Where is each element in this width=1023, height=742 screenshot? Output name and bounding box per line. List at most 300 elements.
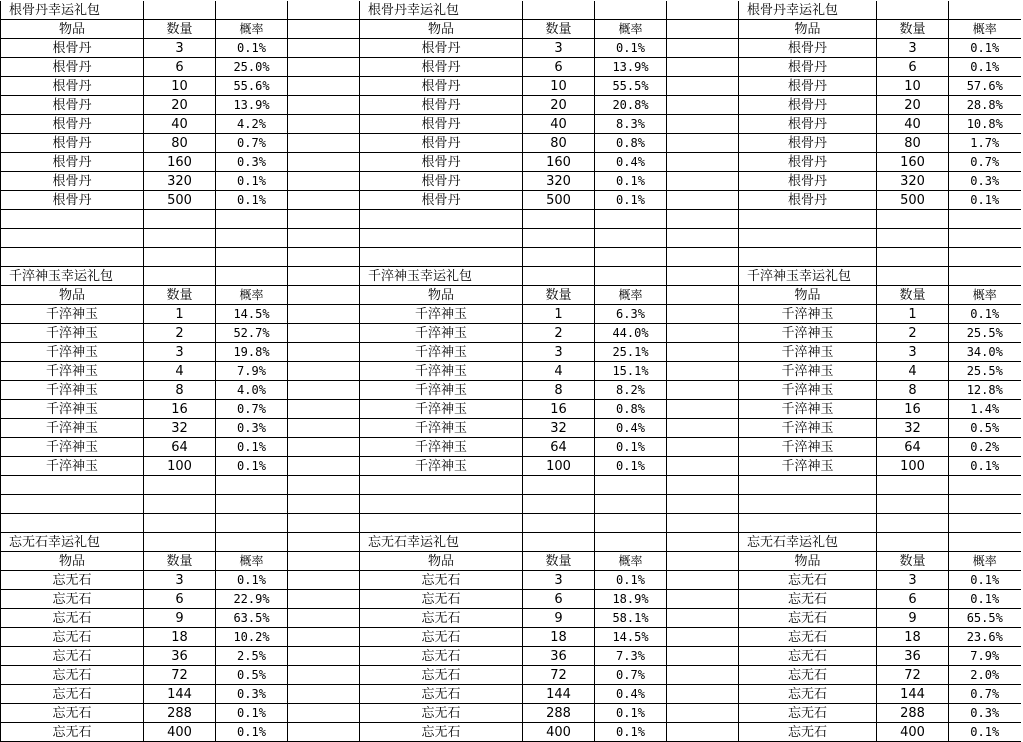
rate-cell: 0.1% xyxy=(216,172,288,191)
item-cell: 千淬神玉 xyxy=(1,324,144,343)
block-title-row xyxy=(360,267,739,286)
empty-cell xyxy=(949,229,1021,248)
rate-cell: 0.7% xyxy=(595,666,667,685)
table-row xyxy=(739,647,1021,666)
table-row xyxy=(360,324,739,343)
column-header-qty: 数量 xyxy=(144,286,216,305)
column-header-item: 物品 xyxy=(1,20,144,39)
qty-cell: 3 xyxy=(877,343,949,362)
table-row xyxy=(360,191,739,210)
table-row xyxy=(1,172,360,191)
item-cell: 根骨丹 xyxy=(739,115,877,134)
spacer-row xyxy=(739,229,1021,248)
rate-cell: 1.4% xyxy=(949,400,1021,419)
empty-cell xyxy=(360,514,523,533)
empty-cell xyxy=(667,20,739,39)
item-cell: 千淬神玉 xyxy=(739,457,877,476)
qty-cell: 40 xyxy=(877,115,949,134)
rate-cell: 0.5% xyxy=(216,666,288,685)
block-title: 千淬神玉幸运礼包 xyxy=(739,267,877,286)
empty-cell xyxy=(288,134,360,153)
empty-cell xyxy=(877,533,949,552)
rate-cell: 0.1% xyxy=(949,723,1021,742)
rate-cell: 0.1% xyxy=(216,438,288,457)
empty-cell xyxy=(667,381,739,400)
empty-cell xyxy=(877,267,949,286)
table-row xyxy=(360,172,739,191)
rate-cell: 0.1% xyxy=(949,590,1021,609)
empty-cell xyxy=(667,58,739,77)
rate-cell: 0.3% xyxy=(949,172,1021,191)
qty-cell: 4 xyxy=(144,362,216,381)
empty-cell xyxy=(1,514,144,533)
item-cell: 千淬神玉 xyxy=(1,305,144,324)
qty-cell: 288 xyxy=(877,704,949,723)
rate-cell: 0.7% xyxy=(949,685,1021,704)
qty-cell: 160 xyxy=(523,153,595,172)
rate-cell: 7.3% xyxy=(595,647,667,666)
rate-cell: 0.1% xyxy=(216,704,288,723)
table-row xyxy=(360,419,739,438)
item-cell: 根骨丹 xyxy=(360,191,523,210)
qty-cell: 320 xyxy=(523,172,595,191)
header-row xyxy=(1,286,360,305)
qty-cell: 400 xyxy=(523,723,595,742)
empty-cell xyxy=(288,457,360,476)
table-row xyxy=(1,457,360,476)
empty-cell xyxy=(288,1,360,20)
empty-cell xyxy=(288,286,360,305)
qty-cell: 36 xyxy=(877,647,949,666)
rate-cell: 34.0% xyxy=(949,343,1021,362)
spacer-row xyxy=(360,514,739,533)
spacer-row xyxy=(1,210,360,229)
block-title: 忘无石幸运礼包 xyxy=(739,533,877,552)
rate-cell: 14.5% xyxy=(216,305,288,324)
empty-cell xyxy=(288,172,360,191)
empty-cell xyxy=(595,495,667,514)
qty-cell: 64 xyxy=(523,438,595,457)
empty-cell xyxy=(288,58,360,77)
table-row xyxy=(739,172,1021,191)
rate-cell: 0.1% xyxy=(216,39,288,58)
item-cell: 根骨丹 xyxy=(739,191,877,210)
item-cell: 根骨丹 xyxy=(739,172,877,191)
empty-cell xyxy=(144,1,216,20)
empty-cell xyxy=(144,248,216,267)
qty-cell: 288 xyxy=(144,704,216,723)
empty-cell xyxy=(523,495,595,514)
table-row xyxy=(1,77,360,96)
table-row xyxy=(360,115,739,134)
rate-cell: 25.1% xyxy=(595,343,667,362)
empty-cell xyxy=(1,248,144,267)
table-row xyxy=(739,438,1021,457)
item-cell: 根骨丹 xyxy=(1,58,144,77)
empty-cell xyxy=(216,533,288,552)
empty-cell xyxy=(144,533,216,552)
table-row xyxy=(360,134,739,153)
qty-cell: 3 xyxy=(523,571,595,590)
rate-cell: 0.1% xyxy=(595,457,667,476)
odds-panel-2 xyxy=(359,1,739,742)
spacer-row xyxy=(1,248,360,267)
empty-cell xyxy=(288,400,360,419)
column-header-item: 物品 xyxy=(739,286,877,305)
empty-cell xyxy=(949,476,1021,495)
qty-cell: 32 xyxy=(523,419,595,438)
empty-cell xyxy=(667,39,739,58)
qty-cell: 18 xyxy=(144,628,216,647)
empty-cell xyxy=(523,533,595,552)
empty-cell xyxy=(667,1,739,20)
header-row xyxy=(360,286,739,305)
empty-cell xyxy=(288,571,360,590)
empty-cell xyxy=(667,134,739,153)
qty-cell: 144 xyxy=(523,685,595,704)
empty-cell xyxy=(216,495,288,514)
table-row xyxy=(1,723,360,742)
empty-cell xyxy=(949,267,1021,286)
rate-cell: 55.6% xyxy=(216,77,288,96)
empty-cell xyxy=(595,248,667,267)
block-title: 根骨丹幸运礼包 xyxy=(739,1,877,20)
empty-cell xyxy=(667,666,739,685)
table-row xyxy=(739,96,1021,115)
empty-cell xyxy=(667,438,739,457)
item-cell: 根骨丹 xyxy=(739,39,877,58)
rate-cell: 0.4% xyxy=(595,419,667,438)
empty-cell xyxy=(739,495,877,514)
table-row xyxy=(1,362,360,381)
table-row xyxy=(360,381,739,400)
qty-cell: 100 xyxy=(523,457,595,476)
qty-cell: 1 xyxy=(144,305,216,324)
qty-cell: 4 xyxy=(523,362,595,381)
empty-cell xyxy=(288,96,360,115)
qty-cell: 100 xyxy=(877,457,949,476)
table-row xyxy=(739,685,1021,704)
empty-cell xyxy=(360,495,523,514)
column-header-rate: 概率 xyxy=(949,20,1021,39)
empty-cell xyxy=(216,1,288,20)
table-row xyxy=(1,343,360,362)
table-row xyxy=(739,628,1021,647)
qty-cell: 400 xyxy=(877,723,949,742)
empty-cell xyxy=(739,476,877,495)
rate-cell: 63.5% xyxy=(216,609,288,628)
qty-cell: 36 xyxy=(523,647,595,666)
empty-cell xyxy=(667,685,739,704)
empty-cell xyxy=(288,590,360,609)
rate-cell: 10.2% xyxy=(216,628,288,647)
column-header-rate: 概率 xyxy=(216,286,288,305)
empty-cell xyxy=(288,495,360,514)
empty-cell xyxy=(667,172,739,191)
spacer-row xyxy=(739,514,1021,533)
rate-cell: 0.1% xyxy=(216,723,288,742)
empty-cell xyxy=(877,1,949,20)
column-header-qty: 数量 xyxy=(877,286,949,305)
item-cell: 忘无石 xyxy=(360,609,523,628)
table-row xyxy=(739,58,1021,77)
empty-cell xyxy=(288,191,360,210)
spacer-row xyxy=(739,210,1021,229)
qty-cell: 1 xyxy=(877,305,949,324)
item-cell: 根骨丹 xyxy=(360,115,523,134)
qty-cell: 20 xyxy=(877,96,949,115)
block-title-row xyxy=(360,533,739,552)
table-row xyxy=(739,419,1021,438)
qty-cell: 6 xyxy=(523,58,595,77)
item-cell: 千淬神玉 xyxy=(360,343,523,362)
item-cell: 忘无石 xyxy=(360,704,523,723)
table-row xyxy=(739,362,1021,381)
item-cell: 根骨丹 xyxy=(739,134,877,153)
rate-cell: 13.9% xyxy=(595,58,667,77)
column-header-rate: 概率 xyxy=(216,20,288,39)
empty-cell xyxy=(667,476,739,495)
rate-cell: 23.6% xyxy=(949,628,1021,647)
item-cell: 忘无石 xyxy=(1,647,144,666)
block-title: 忘无石幸运礼包 xyxy=(360,533,523,552)
qty-cell: 3 xyxy=(144,343,216,362)
rate-cell: 8.3% xyxy=(595,115,667,134)
empty-cell xyxy=(288,39,360,58)
empty-cell xyxy=(667,343,739,362)
qty-cell: 32 xyxy=(877,419,949,438)
table-row xyxy=(1,438,360,457)
item-cell: 忘无石 xyxy=(360,571,523,590)
rate-cell: 7.9% xyxy=(949,647,1021,666)
table-row xyxy=(739,590,1021,609)
rate-cell: 0.1% xyxy=(595,172,667,191)
empty-cell xyxy=(739,210,877,229)
empty-cell xyxy=(1,229,144,248)
rate-cell: 1.7% xyxy=(949,134,1021,153)
table-row xyxy=(360,153,739,172)
column-header-qty: 数量 xyxy=(144,20,216,39)
rate-cell: 28.8% xyxy=(949,96,1021,115)
qty-cell: 400 xyxy=(144,723,216,742)
qty-cell: 8 xyxy=(523,381,595,400)
qty-cell: 6 xyxy=(144,58,216,77)
rate-cell: 0.8% xyxy=(595,134,667,153)
empty-cell xyxy=(1,210,144,229)
item-cell: 千淬神玉 xyxy=(1,438,144,457)
qty-cell: 2 xyxy=(877,324,949,343)
rate-cell: 25.5% xyxy=(949,324,1021,343)
column-header-item: 物品 xyxy=(360,552,523,571)
rate-cell: 12.8% xyxy=(949,381,1021,400)
header-row xyxy=(1,20,360,39)
rate-cell: 0.4% xyxy=(595,685,667,704)
item-cell: 千淬神玉 xyxy=(739,305,877,324)
item-cell: 根骨丹 xyxy=(360,58,523,77)
qty-cell: 32 xyxy=(144,419,216,438)
item-cell: 千淬神玉 xyxy=(739,381,877,400)
empty-cell xyxy=(739,514,877,533)
table-row xyxy=(1,400,360,419)
rate-cell: 0.3% xyxy=(216,153,288,172)
item-cell: 忘无石 xyxy=(739,723,877,742)
item-cell: 忘无石 xyxy=(739,685,877,704)
empty-cell xyxy=(667,419,739,438)
rate-cell: 0.1% xyxy=(949,571,1021,590)
item-cell: 千淬神玉 xyxy=(360,419,523,438)
item-cell: 根骨丹 xyxy=(360,134,523,153)
rate-cell: 0.1% xyxy=(949,457,1021,476)
table-row xyxy=(739,400,1021,419)
table-row xyxy=(739,343,1021,362)
block-title-row xyxy=(739,1,1021,20)
table-row xyxy=(739,381,1021,400)
rate-cell: 25.0% xyxy=(216,58,288,77)
qty-cell: 6 xyxy=(877,58,949,77)
empty-cell xyxy=(949,1,1021,20)
item-cell: 根骨丹 xyxy=(360,153,523,172)
table-row xyxy=(739,191,1021,210)
item-cell: 千淬神玉 xyxy=(1,362,144,381)
rate-cell: 0.8% xyxy=(595,400,667,419)
item-cell: 忘无石 xyxy=(360,628,523,647)
empty-cell xyxy=(144,476,216,495)
rate-cell: 0.2% xyxy=(949,438,1021,457)
rate-cell: 10.8% xyxy=(949,115,1021,134)
empty-cell xyxy=(949,248,1021,267)
table-row xyxy=(1,96,360,115)
table-row xyxy=(360,628,739,647)
empty-cell xyxy=(216,248,288,267)
empty-cell xyxy=(360,476,523,495)
empty-cell xyxy=(288,229,360,248)
empty-cell xyxy=(288,438,360,457)
empty-cell xyxy=(1,495,144,514)
table-row xyxy=(1,58,360,77)
empty-cell xyxy=(288,666,360,685)
item-cell: 根骨丹 xyxy=(1,96,144,115)
item-cell: 千淬神玉 xyxy=(739,419,877,438)
table-row xyxy=(360,400,739,419)
qty-cell: 16 xyxy=(144,400,216,419)
column-header-item: 物品 xyxy=(360,20,523,39)
empty-cell xyxy=(667,267,739,286)
rate-cell: 0.1% xyxy=(949,305,1021,324)
empty-cell xyxy=(144,210,216,229)
empty-cell xyxy=(667,704,739,723)
table-row xyxy=(360,704,739,723)
item-cell: 千淬神玉 xyxy=(360,305,523,324)
panel-body xyxy=(360,1,739,742)
item-cell: 根骨丹 xyxy=(360,96,523,115)
table-row xyxy=(1,628,360,647)
empty-cell xyxy=(523,248,595,267)
item-cell: 根骨丹 xyxy=(360,77,523,96)
empty-cell xyxy=(360,210,523,229)
rate-cell: 13.9% xyxy=(216,96,288,115)
table-row xyxy=(739,457,1021,476)
qty-cell: 3 xyxy=(877,571,949,590)
rate-cell: 0.1% xyxy=(949,58,1021,77)
table-row xyxy=(1,609,360,628)
column-header-item: 物品 xyxy=(360,286,523,305)
qty-cell: 160 xyxy=(877,153,949,172)
empty-cell xyxy=(667,115,739,134)
item-cell: 忘无石 xyxy=(1,571,144,590)
rate-cell: 18.9% xyxy=(595,590,667,609)
empty-cell xyxy=(216,514,288,533)
item-cell: 忘无石 xyxy=(739,590,877,609)
item-cell: 千淬神玉 xyxy=(1,419,144,438)
table-row xyxy=(739,77,1021,96)
empty-cell xyxy=(360,229,523,248)
qty-cell: 16 xyxy=(877,400,949,419)
column-header-rate: 概率 xyxy=(595,286,667,305)
empty-cell xyxy=(667,647,739,666)
rate-cell: 0.3% xyxy=(949,704,1021,723)
item-cell: 根骨丹 xyxy=(1,172,144,191)
panel-body xyxy=(1,1,360,742)
item-cell: 根骨丹 xyxy=(739,77,877,96)
empty-cell xyxy=(144,495,216,514)
table-row xyxy=(360,571,739,590)
qty-cell: 16 xyxy=(523,400,595,419)
item-cell: 根骨丹 xyxy=(1,153,144,172)
column-header-item: 物品 xyxy=(1,552,144,571)
item-cell: 忘无石 xyxy=(739,609,877,628)
empty-cell xyxy=(288,115,360,134)
item-cell: 根骨丹 xyxy=(360,172,523,191)
table-row xyxy=(1,134,360,153)
table-row xyxy=(360,96,739,115)
column-header-qty: 数量 xyxy=(523,552,595,571)
empty-cell xyxy=(595,267,667,286)
item-cell: 千淬神玉 xyxy=(739,438,877,457)
spacer-row xyxy=(1,514,360,533)
qty-cell: 72 xyxy=(144,666,216,685)
qty-cell: 80 xyxy=(877,134,949,153)
empty-cell xyxy=(667,552,739,571)
table-row xyxy=(739,571,1021,590)
item-cell: 忘无石 xyxy=(739,647,877,666)
empty-cell xyxy=(667,723,739,742)
qty-cell: 100 xyxy=(144,457,216,476)
item-cell: 根骨丹 xyxy=(739,58,877,77)
column-header-qty: 数量 xyxy=(523,20,595,39)
column-header-qty: 数量 xyxy=(144,552,216,571)
item-cell: 忘无石 xyxy=(1,666,144,685)
item-cell: 忘无石 xyxy=(1,704,144,723)
column-header-item: 物品 xyxy=(739,20,877,39)
qty-cell: 6 xyxy=(877,590,949,609)
column-header-qty: 数量 xyxy=(877,20,949,39)
rate-cell: 0.1% xyxy=(595,191,667,210)
empty-cell xyxy=(288,552,360,571)
table-row xyxy=(1,115,360,134)
rate-cell: 55.5% xyxy=(595,77,667,96)
table-row xyxy=(360,305,739,324)
item-cell: 根骨丹 xyxy=(1,134,144,153)
qty-cell: 160 xyxy=(144,153,216,172)
table-row xyxy=(1,571,360,590)
table-row xyxy=(360,457,739,476)
header-row xyxy=(1,552,360,571)
qty-cell: 36 xyxy=(144,647,216,666)
qty-cell: 9 xyxy=(144,609,216,628)
spacer-row xyxy=(1,229,360,248)
empty-cell xyxy=(877,210,949,229)
item-cell: 忘无石 xyxy=(739,571,877,590)
